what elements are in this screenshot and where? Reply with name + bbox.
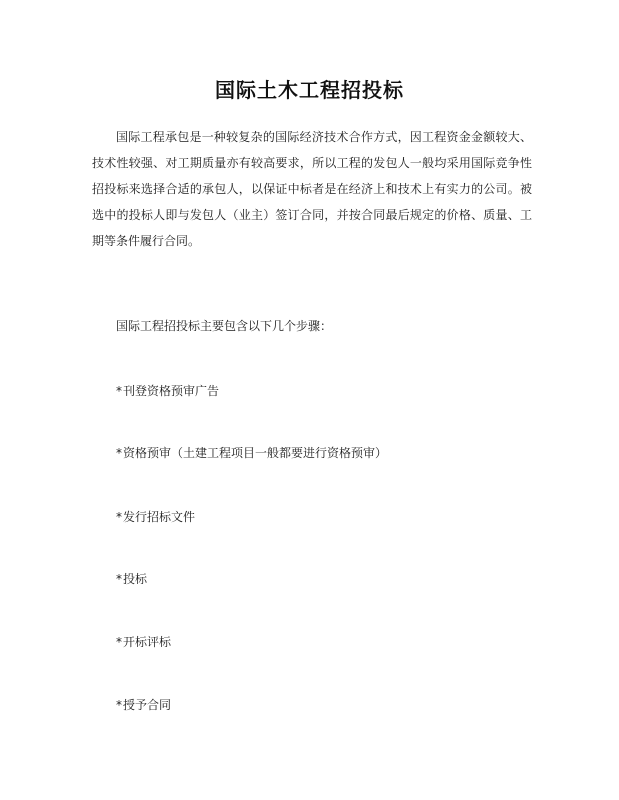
- step-item: [116, 569, 147, 589]
- step-text: 发行招标文件: [123, 510, 196, 524]
- step-item: [116, 381, 219, 401]
- document-title: 国际土木工程招投标: [215, 78, 404, 102]
- intro-paragraph: 国际工程承包是一种较复杂的国际经济技术合作方式，因工程资金金额较大、技术性较强、对工期质量亦有较高要求，所以工程的发包人一般均采用国际竞争性招投标来选择合适的承包人，以保证中标者是在经济上和技术上有实力的公司。被选中的投标人即与发包人（业主）签订合同，并按合同最后规定的价格、质量、工期等条件履行合同。: [92, 130, 532, 248]
- step-item: [116, 695, 171, 715]
- step-text: 资格预审（土建工程项目一般都要进行资格预审）: [123, 446, 388, 460]
- steps-heading: 国际工程招投标主要包含以下几个步骤：: [116, 319, 333, 333]
- bullet-marker: *: [116, 510, 122, 524]
- step-text: 投标: [123, 572, 148, 586]
- step-item: [116, 632, 171, 652]
- bullet-marker: *: [116, 446, 122, 460]
- bullet-marker: *: [116, 698, 122, 712]
- step-item: [116, 443, 387, 463]
- step-item: [116, 507, 195, 527]
- step-text: 刊登资格预审广告: [123, 384, 220, 398]
- bullet-marker: *: [116, 384, 122, 398]
- step-text: 授予合同: [123, 698, 172, 712]
- bullet-marker: *: [116, 572, 122, 586]
- bullet-marker: *: [116, 635, 122, 649]
- step-text: 开标评标: [123, 635, 172, 649]
